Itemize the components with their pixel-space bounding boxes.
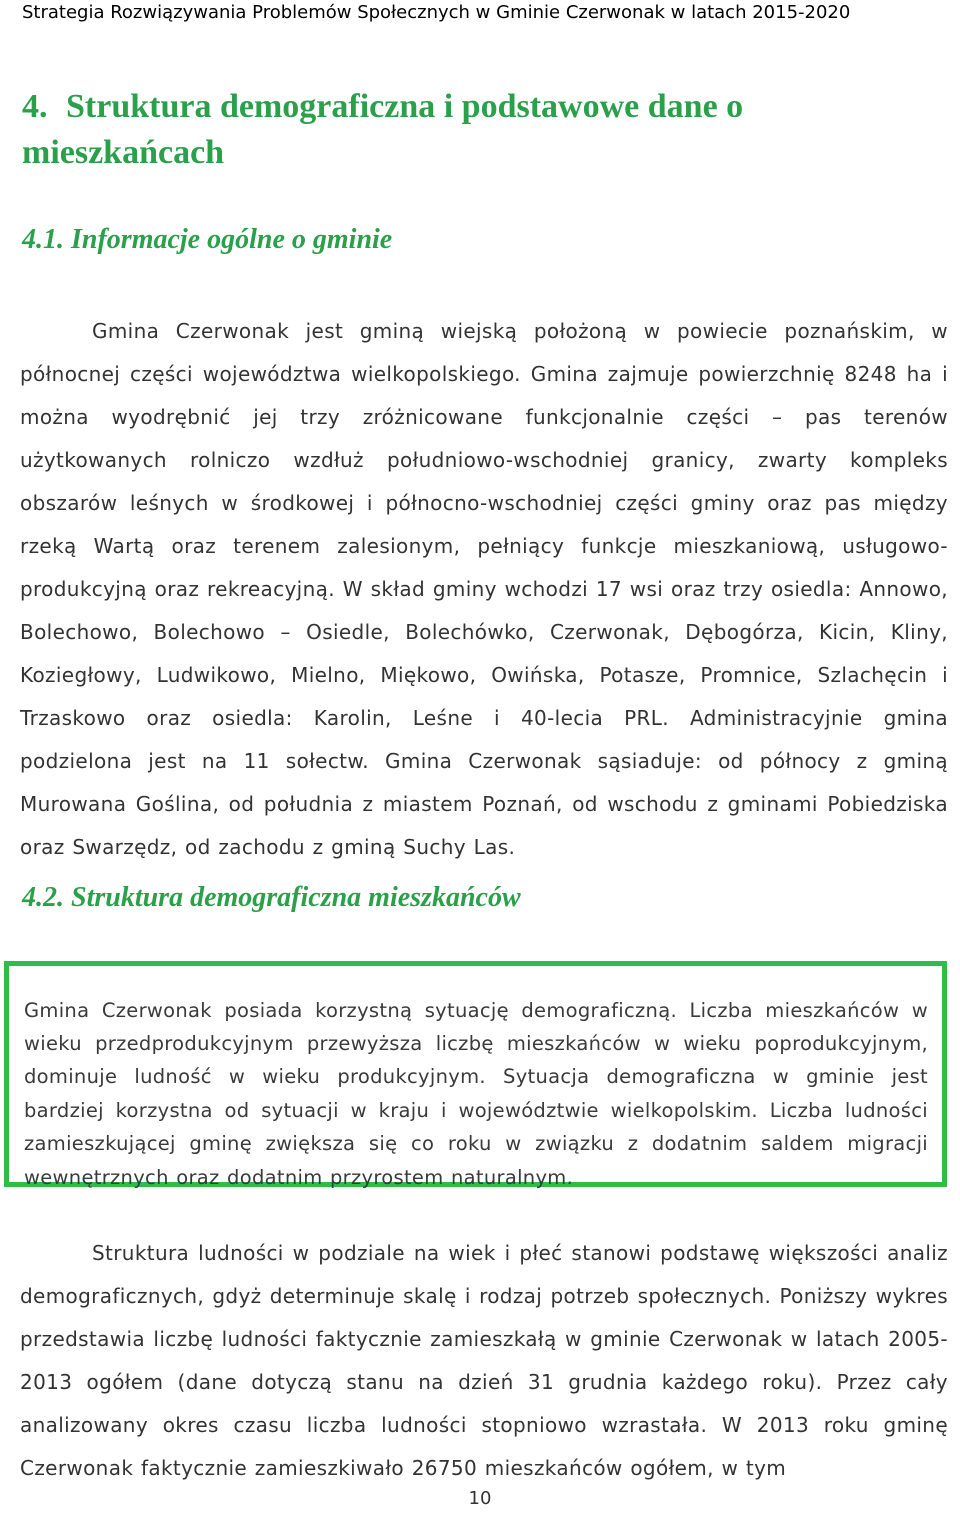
subsection-heading-1: 4.1. Informacje ogólne o gminie — [22, 224, 393, 255]
summary-callout-box — [4, 961, 947, 1187]
general-info-paragraph — [20, 310, 948, 869]
subsection-heading-2: 4.2. Struktura demograficzna mieszkańców — [22, 882, 521, 913]
summary-callout-text: Gmina Czerwonak posiada korzystną sytuację demograficzną. Liczba mieszkańców w wieku przedprodukcyjnym przewyższa liczbę mieszkańców w wieku poprodukcyjnym, dominuje ludność w wieku produkcyjnym. Sytuacja demograficzna w gminie jest bardziej korzystna od sytuacji w kraju i województwie wielkopolskim. Liczba ludności zamieszkującej gminę zwiększa się co roku w związku z dodatnim saldem migracji wewnętrznych oraz dodatnim przyrostem naturalnym. — [24, 998, 928, 1189]
section-number: 4. — [22, 88, 48, 125]
section-title: Struktura demograficzna i podstawowe dane o mieszkańcach — [22, 88, 744, 171]
running-header: Strategia Rozwiązywania Problemów Społecznych w Gminie Czerwonak w latach 2015-2020 — [22, 2, 851, 23]
demographics-text: Struktura ludności w podziale na wiek i płeć stanowi podstawę większości analiz demograficznych, gdyż determinuje skalę i rodzaj potrzeb społecznych. Poniższy wykres przedstawia liczbę ludności faktycznie zamieszkałą w gminie Czerwonak w latach 2005-2013 ogółem (dane dotyczą stanu na dzień 31 grudnia każdego roku). Przez cały analizowany okres czasu liczba ludności stopniowo wzrastała. W 2013 roku gminę Czerwonak faktycznie zamieszkiwało 26750 mieszkańców ogółem, w tym — [20, 1241, 948, 1480]
section-heading — [22, 84, 922, 176]
general-info-text: Gmina Czerwonak jest gminą wiejską położoną w powiecie poznańskim, w północnej części województwa wielkopolskiego. Gmina zajmuje powierzchnię 8248 ha i można wyodrębnić jej trzy zróżnicowane funkcjonalnie części – pas terenów użytkowanych rolniczo wzdłuż południowo-wschodniej granicy, zwarty kompleks obszarów leśnych w środkowej i północno-wschodniej części gminy oraz pas między rzeką Wartą oraz terenem zalesionym, pełniący funkcje mieszkaniową, usługowo-produkcyjną oraz rekreacyjną. W skład gminy wchodzi 17 wsi oraz trzy osiedla: Annowo, Bolechowo, Bolechowo – Osiedle, Bolechówko, Czerwonak, Dębogórza, Kicin, Kliny, Koziegłowy, Ludwikowo, Mielno, Miękowo, Owińska, Potasze, Promnice, Szlachęcin i Trzaskowo oraz osiedla: Karolin, Leśne i 40-lecia PRL. Administracyjnie gmina podzielona jest na 11 sołectw. Gmina Czerwonak sąsiaduje: od północy z gminą Murowana Goślina, od południa z miastem Poznań, od wschodu z gminami Pobiedziska oraz Swarzędz, od zachodu z gminą Suchy Las. — [20, 319, 948, 859]
page-number: 10 — [468, 1488, 492, 1509]
demographics-paragraph — [20, 1232, 948, 1490]
